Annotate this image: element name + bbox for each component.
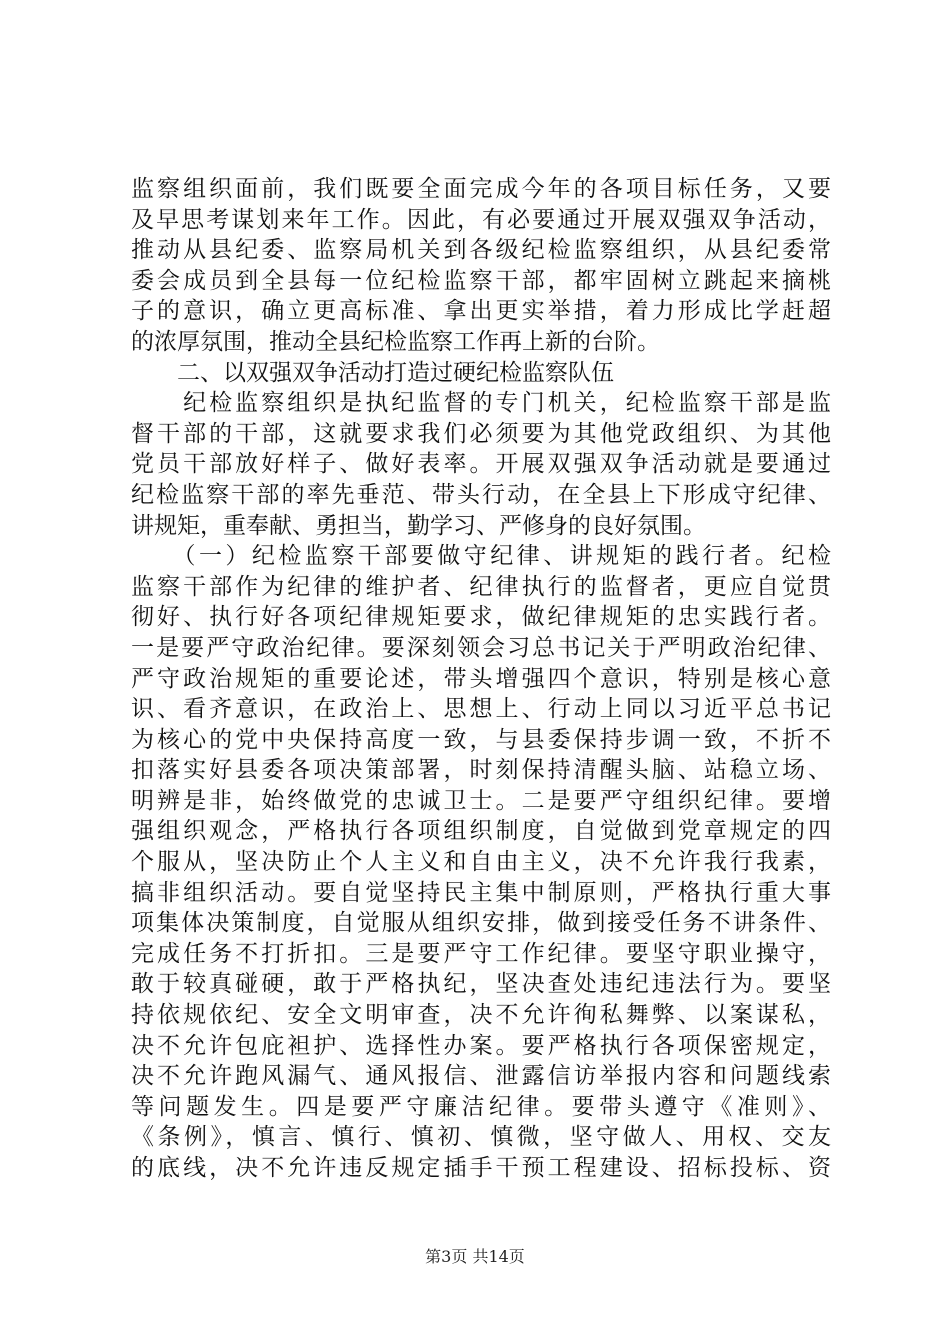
text-line: 决不允许跑风漏气、通风报信、泄露信访举报内容和问题线索 — [131, 1063, 831, 1090]
text-line: 一是要严守政治纪律。要深刻领会习总书记关于严明政治纪律、 — [131, 634, 831, 661]
text-line: 监察组织面前，我们既要全面完成今年的各项目标任务，又要 — [131, 176, 831, 202]
text-line: 敢于较真碰硬，敢于严格执纪，坚决查处违纪违法行为。要坚 — [131, 971, 831, 998]
text-line: 的底线，决不允许违反规定插手干预工程建设、招标投标、资 — [131, 1155, 831, 1181]
text-line: 党员干部放好样子、做好表率。开展双强双争活动就是要通过 — [131, 451, 831, 478]
body-text — [131, 174, 831, 1184]
text-line: 推动从县纪委、监察局机关到各级纪检监察组织，从县纪委常 — [131, 237, 831, 264]
page-footer: 第3页 共14页 — [425, 1247, 525, 1266]
text-line: 子的意识，确立更高标准、拿出更实举措，着力形成比学赶超 — [131, 298, 831, 325]
text-line: 严守政治规矩的重要论述，带头增强四个意识，特别是核心意 — [131, 665, 831, 692]
text-line: 搞非组织活动。要自觉坚持民主集中制原则，严格执行重大事 — [131, 879, 831, 906]
text-line: 督干部的干部，这就要求我们必须要为其他党政组织、为其他 — [131, 420, 831, 447]
text-line: 明辨是非，始终做党的忠诚卫士。二是要严守组织纪律。要增 — [131, 787, 831, 814]
text-line: 监察干部作为纪律的维护者、纪律执行的监督者，更应自觉贯 — [131, 573, 831, 600]
text-line: 讲规矩，重奉献、勇担当，勤学习、严修身的良好氛围。 — [131, 512, 706, 539]
text-line: 的浓厚氛围，推动全县纪检监察工作再上新的台阶。 — [131, 328, 660, 355]
text-line: 彻好、执行好各项纪律规矩要求，做纪律规矩的忠实践行者。 — [131, 604, 831, 631]
text-line: 项集体决策制度，自觉服从组织安排，做到接受任务不讲条件、 — [131, 910, 831, 937]
text-line: 完成任务不打折扣。三是要严守工作纪律。要坚守职业操守， — [131, 940, 831, 967]
text-line: 等问题发生。四是要严守廉洁纪律。要带头遵守《准则》、 — [131, 1093, 831, 1120]
text-line: 识、看齐意识，在政治上、思想上、行动上同以习近平总书记 — [131, 696, 831, 723]
text-line: 纪检监察组织是执纪监督的专门机关，纪检监察干部是监 — [131, 390, 831, 417]
text-line: （一）纪检监察干部要做守纪律、讲规矩的践行者。纪检 — [131, 543, 831, 570]
text-line: 扣落实好县委各项决策部署，时刻保持清醒头脑、站稳立场、 — [131, 757, 831, 784]
text-line: 纪检监察干部的率先垂范、带头行动，在全县上下形成守纪律、 — [131, 481, 831, 508]
text-line: 为核心的党中央保持高度一致，与县委保持步调一致，不折不 — [131, 726, 831, 753]
text-line: 决不允许包庇袒护、选择性办案。要严格执行各项保密规定， — [131, 1032, 831, 1059]
text-line: 《条例》，慎言、慎行、慎初、慎微，坚守做人、用权、交友 — [131, 1124, 831, 1151]
text-line: 持依规依纪、安全文明审查，决不允许徇私舞弊、以案谋私， — [131, 1002, 831, 1029]
text-line: 二、以双强双争活动打造过硬纪检监察队伍 — [131, 359, 614, 386]
text-line: 委会成员到全县每一位纪检监察干部，都牢固树立跳起来摘桃 — [131, 267, 831, 294]
text-line: 个服从，坚决防止个人主义和自由主义，决不允许我行我素， — [131, 849, 831, 876]
text-line: 及早思考谋划来年工作。因此，有必要通过开展双强双争活动， — [131, 206, 831, 233]
text-line: 强组织观念，严格执行各项组织制度，自觉做到党章规定的四 — [131, 818, 831, 845]
